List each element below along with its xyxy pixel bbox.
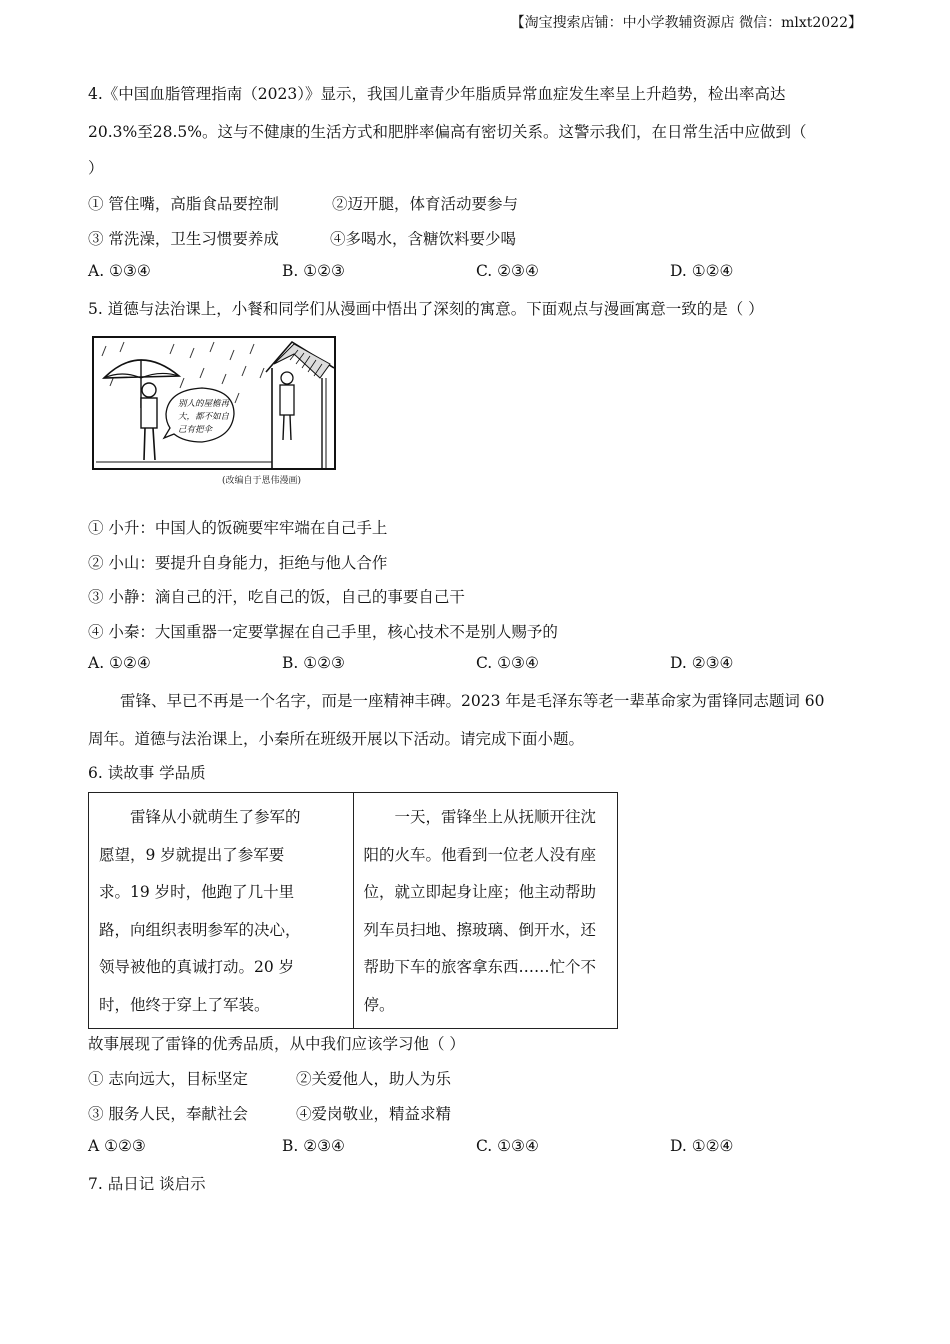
q4-item-1: ① 管住嘴，高脂食品要控制 bbox=[88, 195, 279, 213]
q6-story-table bbox=[88, 792, 618, 1029]
q6-choice-c[interactable]: C. ①③④ bbox=[476, 1137, 539, 1155]
q6-choice-d[interactable]: D. ①②④ bbox=[670, 1137, 734, 1155]
q4-stem-line1: 4.《中国血脂管理指南（2023）》显示，我国儿童青少年脂质异常血症发生率呈上升趋势，检出率高达 bbox=[88, 85, 786, 103]
story-right-cell bbox=[353, 793, 618, 1029]
q7-title: 7. 品日记 谈启示 bbox=[88, 1175, 206, 1193]
q6-stem: 故事展现了雷锋的优秀品质，从中我们应该学习他（ ） bbox=[88, 1035, 465, 1053]
q6-choice-b[interactable]: B. ②③④ bbox=[282, 1137, 345, 1155]
bubble-line-3: 己有把伞 bbox=[178, 425, 213, 435]
q5-stem: 5. 道德与法治课上，小餐和同学们从漫画中悟出了深刻的寓意。下面观点与漫画寓意一致的是（ ） bbox=[88, 300, 764, 318]
q6-item-3: ③ 服务人民，奉献社会 bbox=[88, 1105, 248, 1123]
q6-item-1: ① 志向远大，目标坚定 bbox=[88, 1070, 248, 1088]
q5-choice-c[interactable]: C. ①③④ bbox=[476, 654, 539, 672]
q4-choice-d[interactable]: D. ①②④ bbox=[670, 262, 734, 280]
q6-choice-a[interactable]: A ①②③ bbox=[88, 1137, 146, 1155]
bubble-line-2: 大，都不如自 bbox=[178, 412, 230, 422]
q6-item-4: ④爱岗敬业，精益求精 bbox=[296, 1105, 452, 1123]
q4-stem-line3: ） bbox=[88, 159, 104, 177]
q4-choice-c[interactable]: C. ②③④ bbox=[476, 262, 539, 280]
q5-cartoon bbox=[92, 336, 336, 470]
q5-choice-b[interactable]: B. ①②③ bbox=[282, 654, 345, 672]
intro-line1: 雷锋、早已不再是一个名字，而是一座精神丰碑。2023 年是毛泽东等老一辈革命家为雷锋同志题词 60 bbox=[120, 692, 825, 710]
story-left-text: 雷锋从小就萌生了参军的 愿望，9 岁就提出了参军要 求。19 岁时，他跑了几十里 路，向组织表明参军的决心， 领导被他的真诚打动。20 岁 时，他终于穿上了军装。 bbox=[99, 808, 301, 1014]
q6-title: 6. 读故事 学品质 bbox=[88, 764, 206, 782]
bubble-line-1: 别人的屋檐再 bbox=[178, 399, 230, 409]
intro-line2: 周年。道德与法治课上，小秦所在班级开展以下活动。请完成下面小题。 bbox=[88, 730, 585, 748]
q5-item-3: ③ 小静：滴自己的汗，吃自己的饭，自己的事要自己干 bbox=[88, 588, 465, 606]
q4-item-4: ④多喝水，含糖饮料要少喝 bbox=[330, 230, 517, 248]
q4-item-2: ②迈开腿，体育活动要参与 bbox=[332, 195, 519, 213]
cartoon-drawing bbox=[94, 338, 334, 468]
story-left-cell bbox=[89, 793, 354, 1029]
q5-cartoon-caption: (改编自于恩伟漫画) bbox=[222, 476, 302, 486]
q6-item-2: ②关爱他人，助人为乐 bbox=[296, 1070, 452, 1088]
q5-choice-d[interactable]: D. ②③④ bbox=[670, 654, 734, 672]
q5-item-1: ① 小升：中国人的饭碗要牢牢端在自己手上 bbox=[88, 519, 388, 537]
q5-item-2: ② 小山：要提升自身能力，拒绝与他人合作 bbox=[88, 554, 388, 572]
q5-choice-a[interactable]: A. ①②④ bbox=[88, 654, 151, 672]
story-right-text: 一天，雷锋坐上从抚顺开往沈 阳的火车。他看到一位老人没有座 位，就立即起身让座；他主动帮助 列车员扫地、擦玻璃、倒开水，还 帮助下车的旅客拿东西……忙个不 停。 bbox=[363, 808, 597, 1014]
q4-stem-line2: 20.3%至28.5%。这与不健康的生活方式和肥胖率偏高有密切关系。这警示我们，在日常生活中应做到（ bbox=[88, 123, 807, 141]
q5-item-4: ④ 小秦：大国重器一定要掌握在自己手里，核心技术不是别人赐予的 bbox=[88, 623, 558, 641]
q4-item-3: ③ 常洗澡，卫生习惯要养成 bbox=[88, 230, 279, 248]
q4-choice-a[interactable]: A. ①③④ bbox=[88, 262, 151, 280]
q4-choice-b[interactable]: B. ①②③ bbox=[282, 262, 345, 280]
page-header: 【淘宝搜索店铺：中小学教辅资源店 微信：mlxt2022】 bbox=[510, 15, 862, 31]
